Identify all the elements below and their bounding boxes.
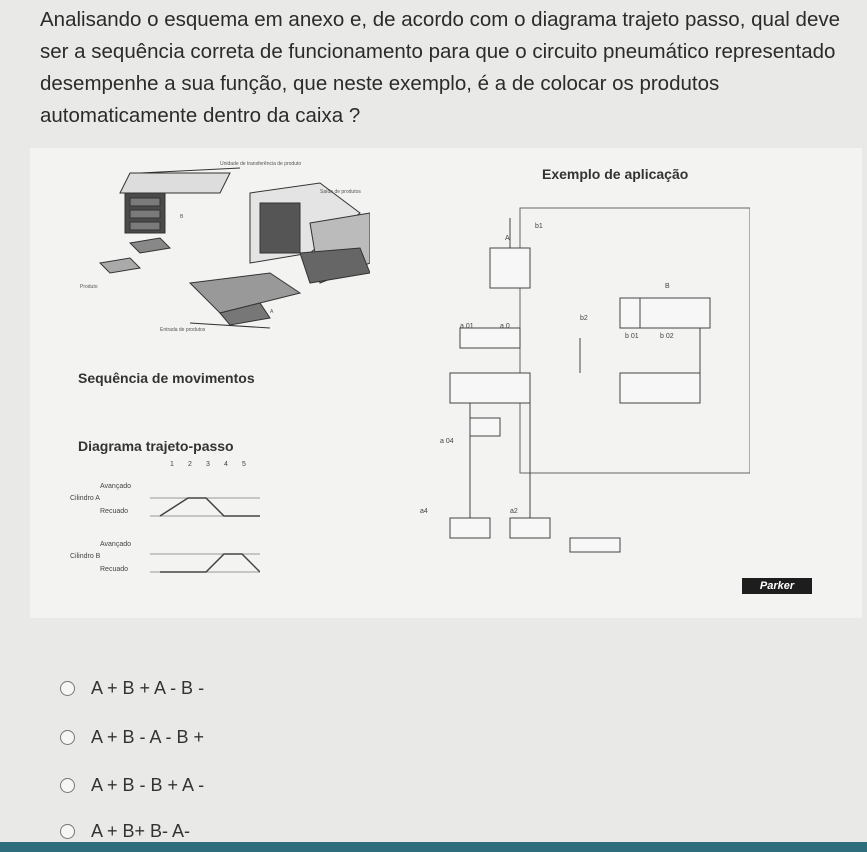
svg-text:Unidade de transferência de pr: Unidade de transferência de produto <box>220 161 302 167</box>
label-a04: a 04 <box>440 438 454 445</box>
label-cyl-a: A <box>505 235 510 242</box>
step-label: 4 <box>224 461 228 468</box>
pneumatic-circuit <box>410 188 750 608</box>
step-diagram <box>70 458 260 588</box>
svg-text:Entrada de produtos: Entrada de produtos <box>160 327 206 333</box>
radio-icon[interactable] <box>60 824 75 839</box>
retract-label: Recuado <box>100 508 129 515</box>
parker-logo: Parker <box>742 578 812 594</box>
radio-icon[interactable] <box>60 730 75 745</box>
advance-label: Avançado <box>100 483 132 490</box>
option-3[interactable] <box>60 775 204 796</box>
step-label: 1 <box>170 461 174 468</box>
cyl-b-label: Cilindro B <box>70 553 101 560</box>
diagram-title: Diagrama trajeto-passo <box>78 438 234 454</box>
machine-illustration <box>70 153 370 353</box>
label-a0: a 0 <box>500 323 510 330</box>
label-a01: a 01 <box>460 323 474 330</box>
option-label: A + B + A - B - <box>91 678 205 698</box>
option-2[interactable] <box>60 727 204 748</box>
option-label: A + B - B + A - <box>91 775 205 795</box>
step-label: 2 <box>188 461 192 468</box>
svg-text:B: B <box>180 214 184 220</box>
option-label: A + B - A - B + <box>91 727 205 747</box>
svg-text:Saída de produtos: Saída de produtos <box>320 189 361 195</box>
option-label: A + B+ B- A- <box>91 821 191 841</box>
label-b2: b2 <box>580 315 588 322</box>
label-a2: a2 <box>510 508 518 515</box>
retract-label-b: Recuado <box>100 566 129 573</box>
label-cyl-b: B <box>665 283 670 290</box>
option-1[interactable] <box>60 678 204 699</box>
advance-label-b: Avançado <box>100 541 132 548</box>
option-4[interactable] <box>60 821 190 842</box>
question-text: Analisando o esquema em anexo e, de acordo com o diagrama trajeto passo, qual deve ser a sequência correta de funcionamento para que o circuito pneumático representado desempenhe a sua função, que neste exemplo, é a de colocar os produtos automaticamente dentro da caixa ? <box>40 8 841 127</box>
svg-text:Produto: Produto <box>80 284 98 290</box>
radio-icon[interactable] <box>60 681 75 696</box>
sequence-title: Sequência de movimentos <box>78 370 255 386</box>
example-title: Exemplo de aplicação <box>542 166 689 182</box>
step-label: 5 <box>242 461 246 468</box>
label-b1: b1 <box>535 223 543 230</box>
cyl-a-label: Cilindro A <box>70 495 100 502</box>
label-a4: a4 <box>420 508 428 515</box>
step-label: 3 <box>206 461 210 468</box>
radio-icon[interactable] <box>60 778 75 793</box>
svg-text:A: A <box>270 309 274 315</box>
bottom-bar <box>0 842 867 852</box>
circuit-figure <box>30 148 862 618</box>
label-b02: b 02 <box>660 333 674 340</box>
label-b01: b 01 <box>625 333 639 340</box>
